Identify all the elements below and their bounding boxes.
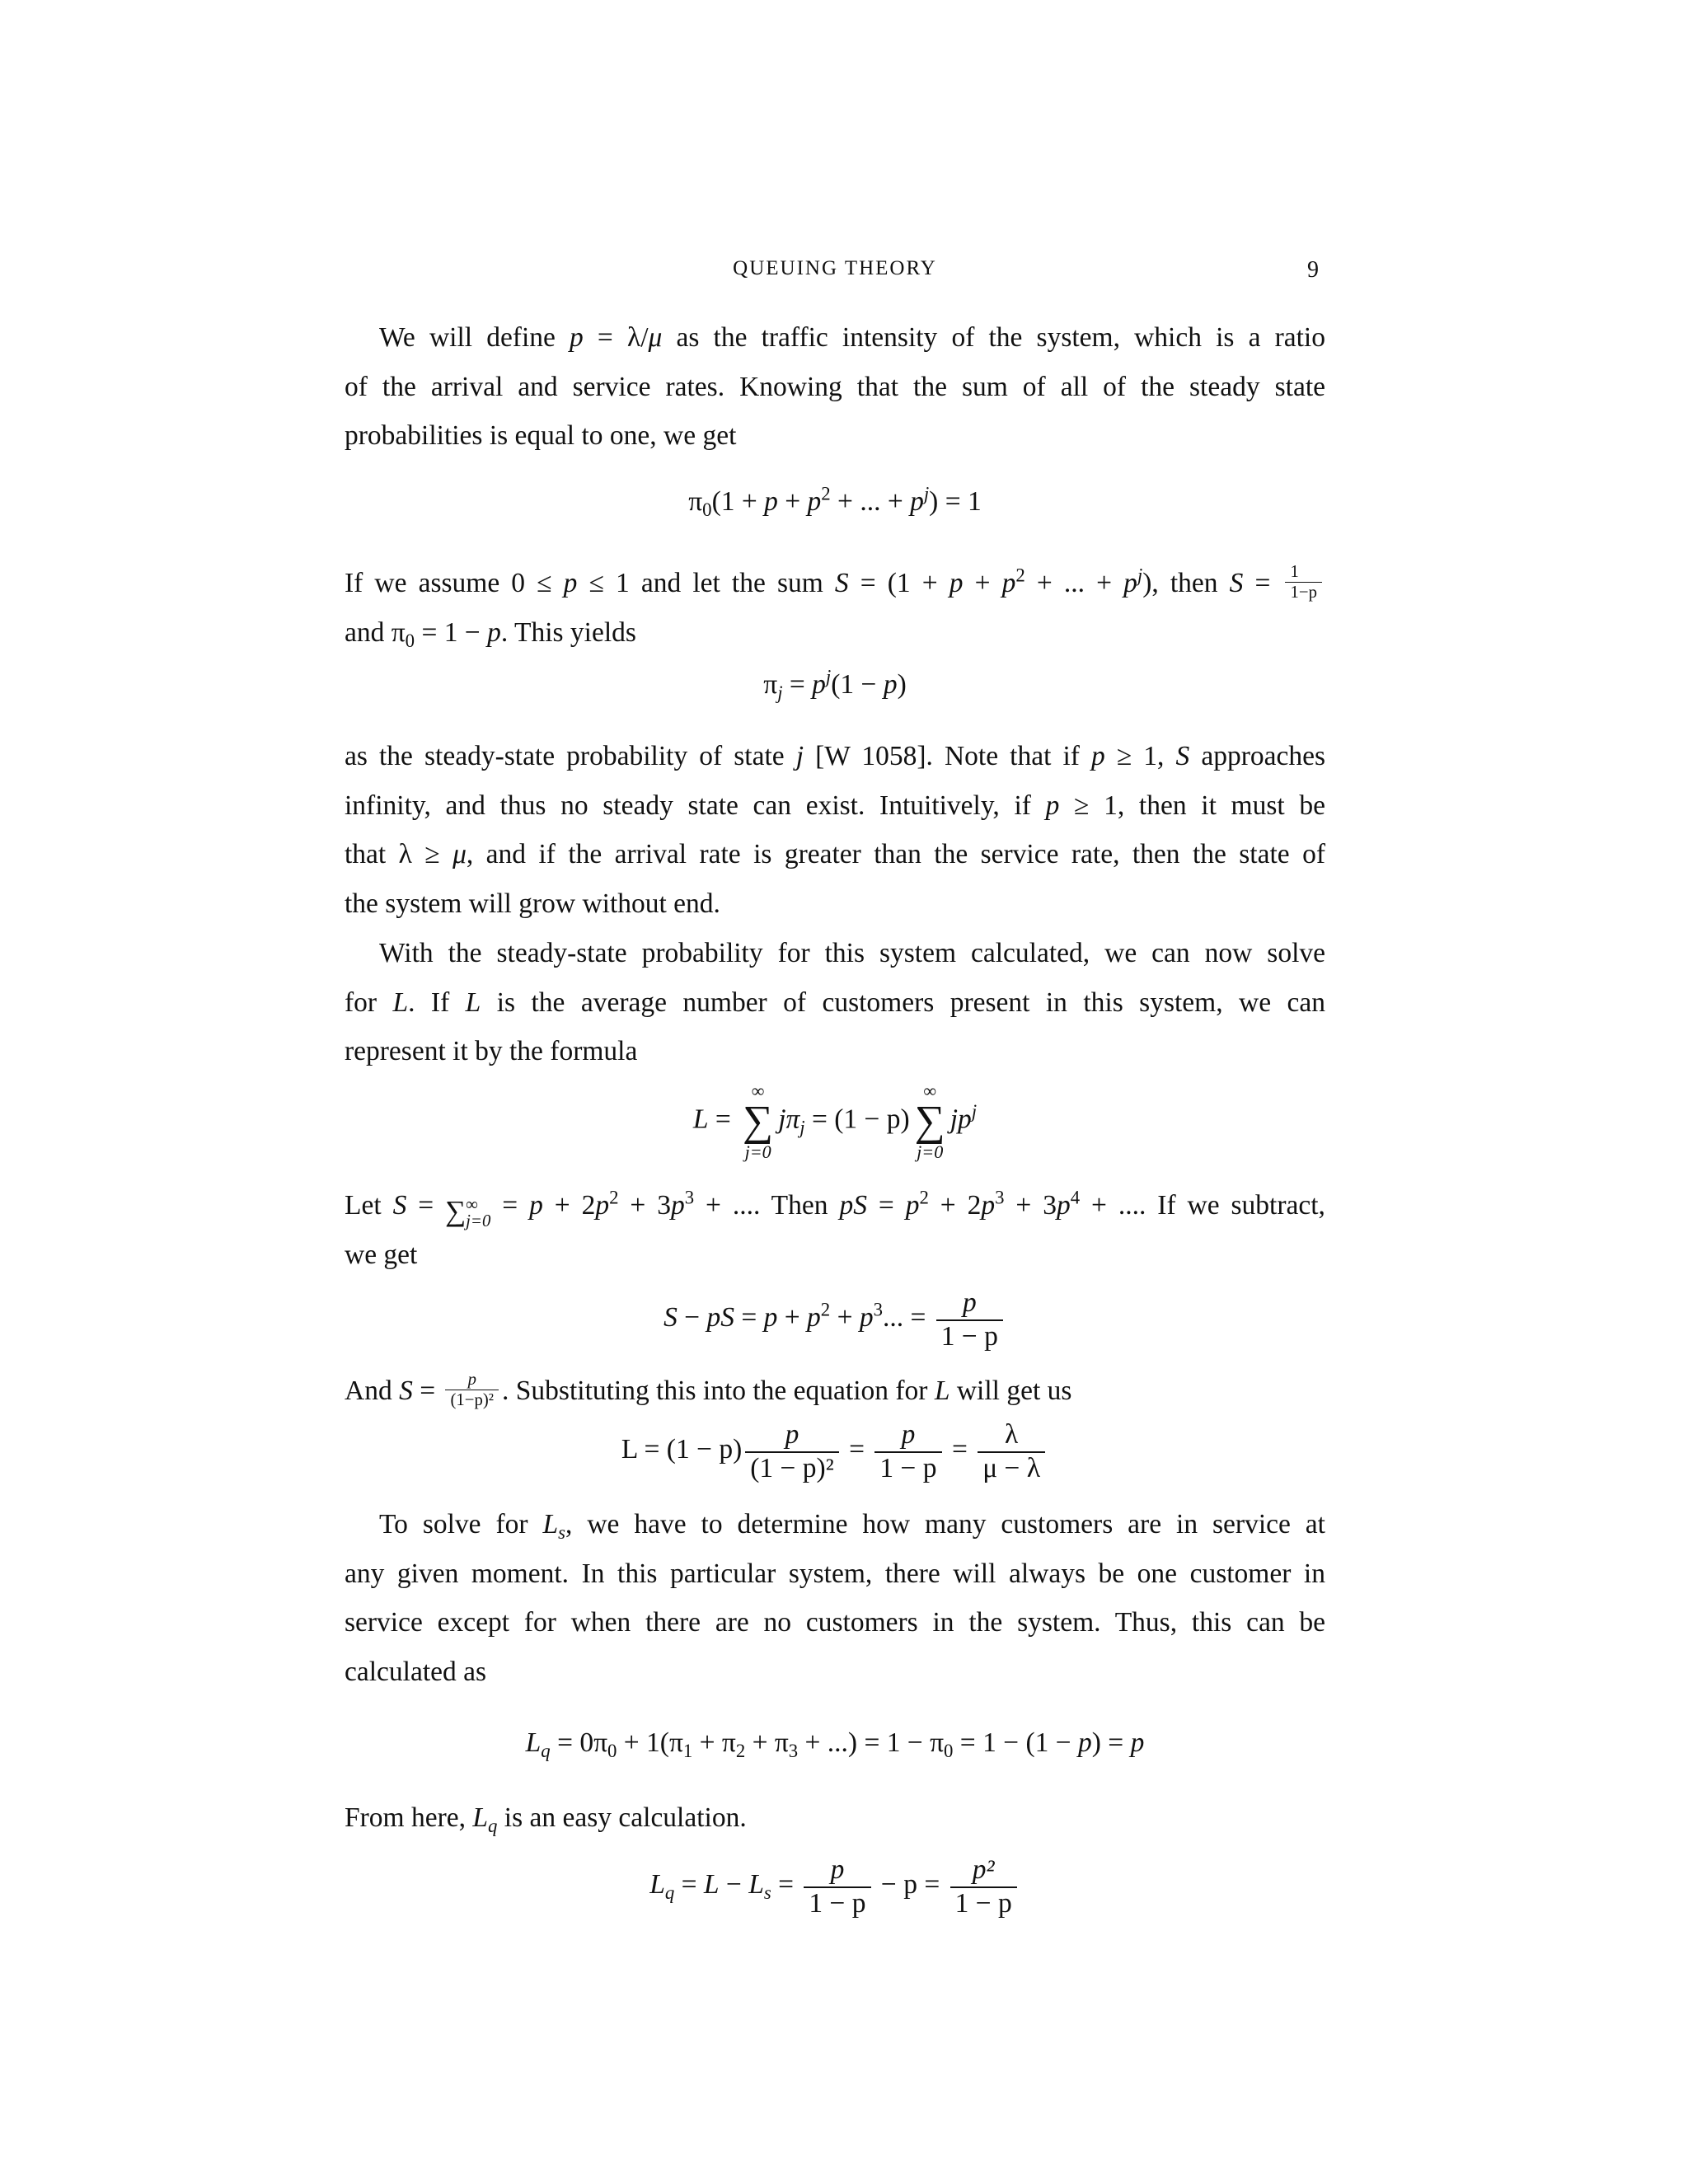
equation-middle: = (1 − p) [804, 1104, 910, 1135]
fraction-denominator: μ − λ [982, 1452, 1041, 1483]
variable-L: L [692, 1104, 709, 1135]
text-line: represent it by the formula [345, 1036, 638, 1066]
equation-L-result: L = (1 − p) $\frac{p}{\text{(1 − p)²}}$ = $\frac{p}{1 - p}$ = $\frac{\lambda}{\mu - \lambda}$ [345, 1419, 1325, 1484]
fraction [745, 1419, 839, 1484]
fraction-denominator: 1 − p [954, 1887, 1012, 1919]
fraction [874, 1419, 941, 1484]
fraction-one-over-one-minus-p [1285, 562, 1321, 602]
equation-Lq-service: $L_q = 0\pi_0 + 1(\pi_1 + \pi_2 + \pi_3$ + ...) = $1 - \pi_0 = 1 - (1 - p) = p$ [525, 1727, 1145, 1761]
text-line [345, 1181, 1325, 1230]
sum-upper-limit: ∞ [466, 1195, 478, 1215]
text-run: And [345, 1376, 400, 1406]
fraction-numerator: λ [978, 1419, 1045, 1453]
text-run: = [412, 1376, 443, 1406]
text-run: Let [345, 1190, 393, 1221]
text-line: any given moment. In this particular system, there will always be one customer in [345, 1558, 1325, 1589]
running-head-title: QUEUING THEORY [733, 257, 937, 279]
text-line: the system will grow without end. [345, 888, 720, 919]
summation-symbol: ∞ ∑ j=0 [743, 1080, 774, 1162]
text-line: for L. If L is the average number of customers present in this system, we can [345, 987, 1325, 1018]
fraction-p-over-one-minus-p-squared [445, 1370, 499, 1410]
equation-S-minus-pS [345, 1287, 1325, 1352]
sum-lower-limit: j=0 [466, 1212, 491, 1231]
fraction-numerator: 1 [1285, 562, 1321, 583]
text-run: = [406, 1190, 446, 1221]
paragraph-solve-Ls [345, 1500, 1325, 1696]
fraction-numerator: p [901, 1419, 916, 1450]
text-line: From here, $L_q$ is an easy calculation. [345, 1802, 747, 1836]
sum-term: jπ [778, 1104, 800, 1135]
equation-middle: − p = [874, 1869, 947, 1900]
text-line [345, 1366, 1325, 1416]
sum-term: jp [950, 1104, 972, 1135]
equation-lhs: L = (1 − p) [621, 1434, 743, 1465]
text-line: and $\pi_0 = 1 - p$. This yields [345, 616, 636, 651]
equation-normalization: $\pi_0(1 + p + p^2$ + ... + $p^j) = 1$ [688, 483, 982, 520]
fraction-lambda-over-mu-minus-lambda [978, 1419, 1045, 1484]
text-line: that λ ≥ μ, and if the arrival rate is greater than the service rate, then the state of [345, 839, 1325, 869]
superscript: j [971, 1101, 978, 1122]
text-line: of the arrival and service rates. Knowing that the sum of all of the steady state [345, 371, 1325, 402]
text-line: infinity, and thus no steady state can exist. Intuitively, if p ≥ 1, then it must be [345, 790, 1325, 821]
text-line: probabilities is equal to one, we get [345, 420, 737, 451]
fraction-p-over-one-minus-p [936, 1287, 1003, 1352]
text-line: service except for when there are no customers in the system. Thus, this can be [345, 1607, 1325, 1638]
equation-Lq-final [345, 1854, 1325, 1919]
paragraph-solve-L [345, 929, 1325, 1076]
text-line: To solve for $L_s$, we have to determine how many customers are in service at [379, 1509, 1325, 1543]
fraction-denominator: 1 − p [809, 1887, 866, 1919]
sum-upper-limit: ∞ [923, 1080, 937, 1101]
paragraph-infinity [345, 732, 1325, 928]
paragraph-from-here [345, 1793, 1325, 1843]
fraction-numerator: p [830, 1854, 845, 1885]
equation-lhs: $L_q = L - L_s$ = [649, 1869, 801, 1904]
text-run: = $p + 2p^2 + 3p^3$ + .... Then pS = $p^2 + 2p^3 + 3p^4$ + .... If we subtract, [490, 1187, 1325, 1221]
sum-lower-limit: j=0 [744, 1141, 771, 1162]
fraction-denominator: (1−p)² [450, 1390, 495, 1410]
fraction-denominator: 1 − p [940, 1320, 998, 1352]
paragraph-geometric-sum [345, 559, 1325, 657]
sum-upper-limit: ∞ [751, 1080, 765, 1101]
fraction-numerator: p [962, 1287, 977, 1318]
equation-lhs: S − pS = $p + p^2 + p^3$... = [663, 1299, 933, 1333]
paragraph-substituting [345, 1366, 1325, 1416]
fraction-numerator: p [467, 1370, 476, 1390]
fraction-numerator: p² [972, 1854, 995, 1885]
paragraph-subtract [345, 1181, 1325, 1279]
text-run: If we assume 0 ≤ p ≤ 1 and let the sum $S = (1 + p + p^2$ + ... + $p^j$), then S = [345, 565, 1282, 598]
text-line: We will define p = λ/μ as the traffic intensity of the system, which is a ratio [379, 322, 1325, 353]
fraction [950, 1854, 1017, 1919]
fraction-denominator: 1−p [1290, 583, 1317, 602]
sum-lower-limit: j=0 [917, 1141, 944, 1162]
equation-steady-state: $\pi_j = p^j(1 - p)$ [763, 666, 907, 703]
paragraph-traffic-intensity [345, 313, 1325, 461]
subscript: j [799, 1117, 805, 1138]
running-head [345, 257, 1325, 290]
fraction-denominator: 1 − p [879, 1452, 937, 1483]
text-line: as the steady-state probability of state j [W 1058]. Note that if p ≥ 1, S approaches [345, 741, 1325, 771]
fraction-numerator: p [785, 1419, 799, 1450]
text-line [345, 559, 1325, 608]
page-number: 9 [1307, 257, 1319, 283]
fraction [804, 1854, 870, 1919]
fraction-denominator: (1 − p)² [750, 1452, 834, 1483]
variable-S: S [392, 1190, 407, 1221]
equation-L-sum: L = ∞ ∑ j=0 $j\pi_j = (1 - p)$ ∞ ∑ j=0 $jp^j$ [692, 1080, 978, 1162]
variable-S: S [399, 1376, 413, 1406]
text-line: With the steady-state probability for this system calculated, we can now solve [379, 938, 1325, 968]
summation-symbol: ∞ ∑ j=0 [914, 1080, 945, 1162]
text-run: . Substituting this into the equation for L will get us [502, 1376, 1072, 1406]
text-line: we get [345, 1239, 418, 1270]
inline-summation: ∑ ∞ j=0 [445, 1195, 491, 1231]
text-line: calculated as [345, 1656, 487, 1687]
